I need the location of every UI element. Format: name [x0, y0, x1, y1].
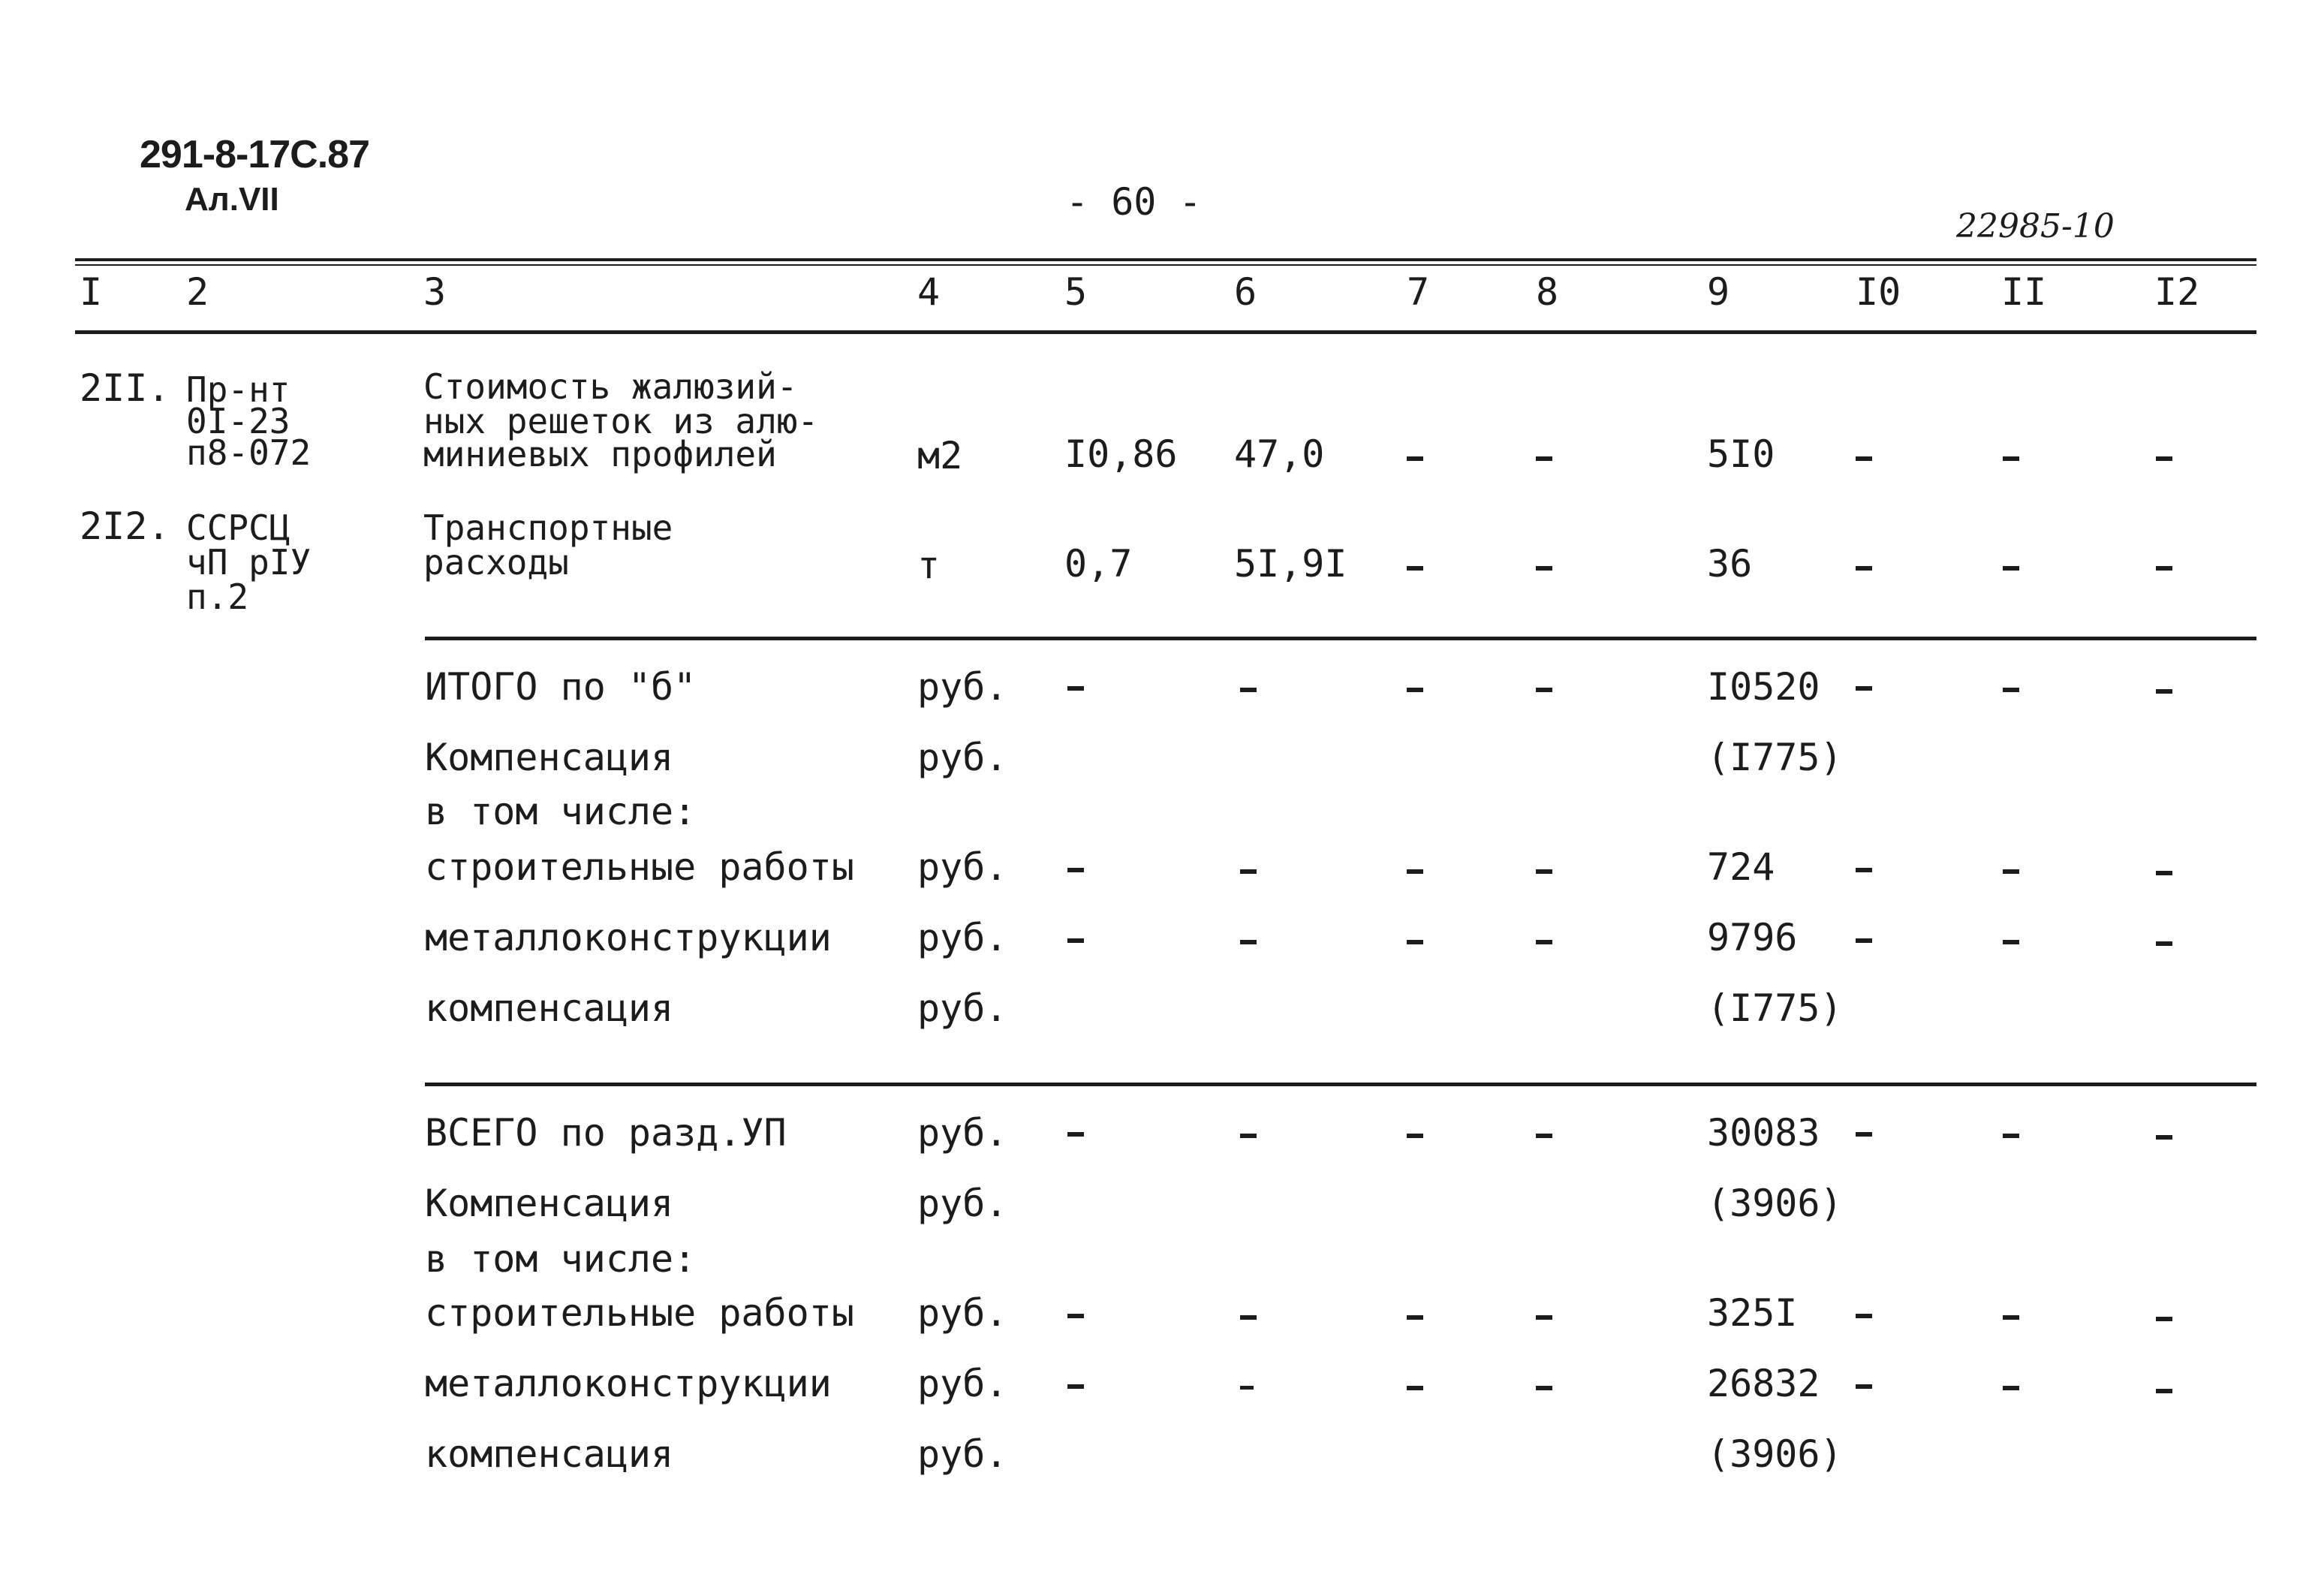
- item-212-code-line3: п.2: [186, 577, 249, 617]
- grandtotal-compensation2-value: (3906): [1707, 1432, 1843, 1476]
- dash: [1407, 688, 1423, 692]
- subtotal-metal-value: 9796: [1707, 916, 1798, 959]
- col-header-4: 4: [917, 270, 941, 314]
- subtotal-metal-label: металлоконструкции: [425, 916, 832, 959]
- subtotal-construction-unit: руб.: [917, 845, 1008, 889]
- dash: [1536, 1315, 1552, 1320]
- subtotal-construction-value: 724: [1707, 845, 1775, 889]
- dash: [1240, 1315, 1257, 1320]
- dash: [1407, 1134, 1423, 1138]
- dash: [2003, 1386, 2019, 1390]
- subtotal-label: ИТОГО по "б": [425, 665, 697, 709]
- dash: [1536, 940, 1552, 944]
- dash: [1407, 869, 1423, 874]
- item-211-desc-line3: миниевых профилей: [423, 434, 777, 474]
- dash: [1536, 566, 1552, 571]
- grandtotal-label: ВСЕГО по разд.УП: [425, 1111, 787, 1155]
- grandtotal-unit: руб.: [917, 1111, 1008, 1155]
- dash: [2003, 566, 2019, 571]
- item-211-unit-price: 47,0: [1234, 432, 1325, 476]
- dash: [2156, 1317, 2172, 1321]
- item-211-code-line2: 0I-23: [186, 401, 291, 441]
- dash: [2156, 566, 2172, 571]
- dash: [1407, 566, 1423, 571]
- item-212-code-line2: чП рIУ: [186, 542, 312, 583]
- col-header-9: 9: [1707, 270, 1730, 314]
- grandtotal-construction-label: строительные работы: [425, 1291, 854, 1335]
- subtotal-construction-label: строительные работы: [425, 845, 854, 889]
- dash: [1856, 566, 1872, 571]
- grandtotal-construction-unit: руб.: [917, 1291, 1008, 1335]
- dash: [2156, 1389, 2172, 1393]
- dash: [1067, 938, 1084, 943]
- grandtotal-value: 30083: [1707, 1111, 1820, 1155]
- dash: [1067, 686, 1084, 691]
- col-header-7: 7: [1407, 270, 1430, 314]
- dash: [1067, 1314, 1084, 1318]
- dash: [2003, 688, 2019, 692]
- grandtotal-compensation-value: (3906): [1707, 1182, 1843, 1225]
- grandtotal-metal-value: 26832: [1707, 1362, 1820, 1405]
- dash: [1536, 1386, 1552, 1390]
- dash: [1856, 1384, 1872, 1389]
- dash: [1240, 688, 1257, 692]
- grandtotal-construction-value: 325I: [1707, 1291, 1798, 1335]
- subtotal-unit: руб.: [917, 665, 1008, 709]
- subtotal-compensation-unit: руб.: [917, 736, 1008, 779]
- col-header-5: 5: [1064, 270, 1088, 314]
- item-211-desc-line1: Стоимость жалюзий-: [423, 366, 798, 407]
- archive-number: 22985-10: [1956, 207, 2115, 245]
- item-211-quantity: I0,86: [1064, 432, 1178, 476]
- dash: [2156, 1135, 2172, 1140]
- dash: [1856, 938, 1872, 943]
- col-header-10: I0: [1856, 270, 1901, 314]
- item-212-desc-line1: Транспортные: [423, 507, 673, 548]
- item-212-unit-price: 5I,9I: [1234, 542, 1347, 586]
- grandtotal-compensation2-label: компенсация: [425, 1432, 674, 1476]
- dash: [1536, 869, 1552, 874]
- dash: [1856, 686, 1872, 691]
- subtotal-compensation2-label: компенсация: [425, 986, 674, 1030]
- col-header-12: I2: [2154, 270, 2200, 314]
- item-211-code-line1: Пр-нт: [186, 369, 291, 410]
- dash: [1240, 1386, 1254, 1390]
- dash: [2156, 689, 2172, 694]
- dash: [1240, 869, 1257, 874]
- dash: [1856, 456, 1872, 461]
- dash: [2003, 869, 2019, 874]
- dash: [2156, 456, 2172, 461]
- item-212-total: 36: [1707, 542, 1753, 586]
- dash: [1536, 1134, 1552, 1138]
- subtotal-value: I0520: [1707, 665, 1820, 709]
- item-212-quantity: 0,7: [1064, 542, 1133, 586]
- header-rule-top: [75, 258, 2256, 261]
- dash: [1240, 1134, 1257, 1138]
- dash: [1856, 1132, 1872, 1137]
- grandtotal-compensation2-unit: руб.: [917, 1432, 1008, 1476]
- dash: [1536, 688, 1552, 692]
- subtotal-including-label: в том числе:: [425, 790, 697, 833]
- dash: [1240, 940, 1257, 944]
- dash: [1407, 456, 1423, 461]
- dash: [2156, 871, 2172, 875]
- dash: [2003, 1134, 2019, 1138]
- col-header-11: II: [2001, 270, 2047, 314]
- dash: [1067, 1384, 1084, 1389]
- header-rule-top-thin: [75, 264, 2256, 266]
- item-212-number: 2I2.: [80, 504, 170, 548]
- grandtotal-metal-label: металлоконструкции: [425, 1362, 832, 1405]
- grandtotal-including-label: в том числе:: [425, 1237, 697, 1281]
- grandtotal-metal-unit: руб.: [917, 1362, 1008, 1405]
- subtotal-compensation-label: Компенсация: [425, 736, 674, 779]
- col-header-2: 2: [186, 270, 209, 314]
- dash: [1067, 868, 1084, 872]
- grandtotal-compensation-unit: руб.: [917, 1182, 1008, 1225]
- document-code: 291-8-17С.87: [140, 133, 369, 176]
- grandtotal-compensation-label: Компенсация: [425, 1182, 674, 1225]
- item-211-code-line3: п8-072: [186, 432, 312, 473]
- item-212-desc-line2: расходы: [423, 542, 569, 583]
- subtotal-rule: [425, 637, 2256, 640]
- dash: [1856, 1314, 1872, 1318]
- subtotal-compensation2-unit: руб.: [917, 986, 1008, 1030]
- col-header-8: 8: [1536, 270, 1559, 314]
- subtotal-metal-unit: руб.: [917, 916, 1008, 959]
- item-211-total: 5I0: [1707, 432, 1775, 476]
- item-212-unit: т: [917, 544, 941, 587]
- grandtotal-rule: [425, 1083, 2256, 1086]
- dash: [1536, 456, 1552, 461]
- item-211-number: 2II.: [80, 366, 170, 410]
- item-212-code-line1: ССРСЦ: [186, 507, 291, 548]
- item-211-desc-line2: ных решеток из алю-: [423, 401, 819, 441]
- dash: [1407, 1386, 1423, 1390]
- dash: [1407, 1315, 1423, 1320]
- dash: [2003, 456, 2019, 461]
- col-header-1: I: [80, 270, 103, 314]
- dash: [1856, 868, 1872, 872]
- page-number: - 60 -: [1066, 180, 1202, 224]
- album-number: Ал.VII: [185, 181, 279, 218]
- dash: [1407, 940, 1423, 944]
- dash: [2003, 1315, 2019, 1320]
- subtotal-compensation-value: (I775): [1707, 736, 1843, 779]
- header-rule-bottom: [75, 330, 2256, 334]
- item-211-unit: м2: [917, 434, 963, 477]
- dash: [2156, 941, 2172, 946]
- col-header-6: 6: [1234, 270, 1257, 314]
- dash: [1067, 1132, 1084, 1137]
- col-header-3: 3: [423, 270, 447, 314]
- subtotal-compensation2-value: (I775): [1707, 986, 1843, 1030]
- dash: [2003, 940, 2019, 944]
